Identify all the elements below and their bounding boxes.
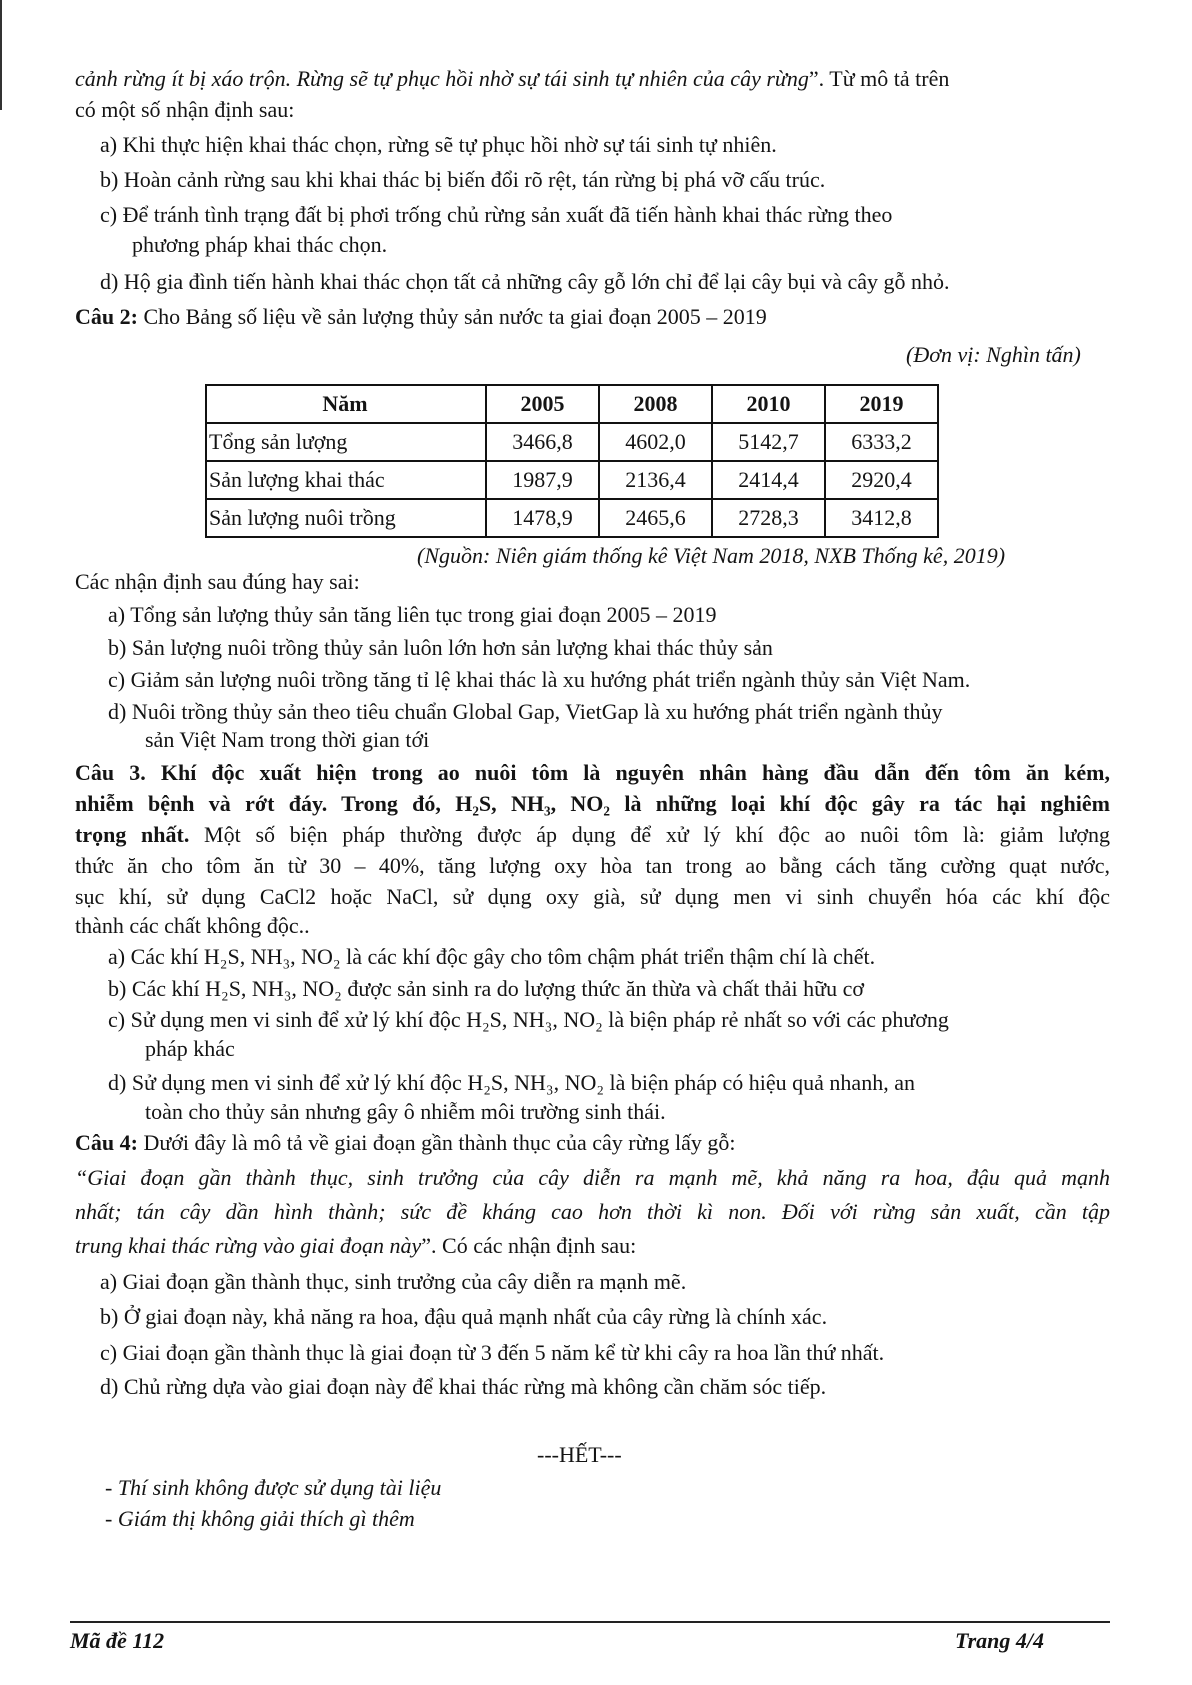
q1-intro-line1 — [75, 64, 949, 94]
q4-prompt — [75, 1128, 735, 1158]
table-row — [206, 461, 938, 499]
table-cell: 1478,9 — [486, 499, 599, 537]
table-cell: 2728,3 — [712, 499, 825, 537]
table-cell: Sản lượng nuôi trồng — [206, 499, 486, 537]
table-cell: Sản lượng khai thác — [206, 461, 486, 499]
q2-option-b: b) Sản lượng nuôi trồng thủy sản luôn lớn hơn sản lượng khai thác thủy sản — [108, 635, 773, 660]
q3-prompt-line4: thức ăn cho tôm ăn từ 30 – 40%, tăng lượng oxy hòa tan trong ao bằng cách tăng cường quạt nước, — [75, 853, 1110, 878]
q3-option-d-cont: toàn cho thủy sản nhưng gây ô nhiễm môi trường sinh thái. — [145, 1099, 666, 1124]
q1-option-d: d) Hộ gia đình tiến hành khai thác chọn tất cả những cây gỗ lớn chỉ để lại cây bụi và cây gỗ nhỏ. — [100, 269, 950, 294]
q3-option-c: c) Sử dụng men vi sinh để xử lý khí độc H₂S, NH₃, NO₂ là biện pháp rẻ nhất so với các phương — [108, 1007, 949, 1032]
q4-quote-line1: “Giai đoạn gần thành thục, sinh trưởng của cây diễn ra mạnh mẽ, khả năng ra hoa, đậu quả mạnh — [75, 1165, 1110, 1190]
q4-quote-tail: ”. Có các nhận định sau: — [421, 1233, 637, 1258]
q4-option-c: c) Giai đoạn gần thành thục là giai đoạn từ 3 đến 5 năm kể từ khi cây ra hoa lần thứ nhất. — [100, 1340, 885, 1365]
table-cell: 1987,9 — [486, 461, 599, 499]
q2-option-d-cont: sản Việt Nam trong thời gian tới — [145, 727, 430, 752]
q3-prompt-bold: trọng nhất. — [75, 822, 190, 847]
table-cell: 2136,4 — [599, 461, 712, 499]
q3-option-c-cont: pháp khác — [145, 1036, 235, 1061]
fishery-output-table — [205, 384, 939, 538]
page-number: Trang 4/4 — [955, 1628, 1045, 1653]
q3-prompt-line6: thành các chất không độc.. — [75, 913, 310, 938]
q4-quote-line2: nhất; tán cây dần hình thành; sức đề kháng cao hơn thời kì non. Đối với rừng sản xuất, cần tập — [75, 1199, 1110, 1224]
q1-option-c-cont: phương pháp khai thác chọn. — [132, 232, 388, 257]
exam-code: Mã đề 112 — [70, 1628, 165, 1653]
q1-intro-line2: có một số nhận định sau: — [75, 97, 295, 122]
q3-option-a: a) Các khí H₂S, NH₃, NO₂ là các khí độc gây cho tôm chậm phát triển thậm chí là chết. — [108, 944, 876, 969]
q4-prompt-text: Dưới đây là mô tả về giai đoạn gần thành thục của cây rừng lấy gỗ: — [137, 1130, 736, 1155]
table-cell: 4602,0 — [599, 423, 712, 461]
table-cell: 2465,6 — [599, 499, 712, 537]
q4-option-a: a) Giai đoạn gần thành thục, sinh trưởng của cây diễn ra mạnh mẽ. — [100, 1269, 687, 1294]
table-cell: 2414,4 — [712, 461, 825, 499]
end-marker: ---HẾT--- — [537, 1442, 622, 1467]
q2-option-c: c) Giảm sản lượng nuôi trồng tăng tỉ lệ khai thác là xu hướng phát triển ngành thủy sản Việt Nam. — [108, 667, 971, 692]
page-edge-mark — [0, 0, 2, 110]
q4-option-d: d) Chủ rừng dựa vào giai đoạn này để khai thác rừng mà không cần chăm sóc tiếp. — [100, 1374, 827, 1399]
table-cell: 6333,2 — [825, 423, 938, 461]
table-row — [206, 499, 938, 537]
table-cell: 5142,7 — [712, 423, 825, 461]
q3-prompt-line3 — [75, 820, 1110, 850]
q1-quote-text: cảnh rừng ít bị xáo trộn. Rừng sẽ tự phục hồi nhờ sự tái sinh tự nhiên của cây rừng — [75, 66, 809, 91]
table-header-cell: 2019 — [825, 385, 938, 423]
q3-prompt-rest: Một số biện pháp thường được áp dụng để xử lý khí độc ao nuôi tôm là: giảm lượng — [189, 822, 1111, 847]
table-header-cell: 2008 — [599, 385, 712, 423]
table-cell: 2920,4 — [825, 461, 938, 499]
q3-prompt-line5: sục khí, sử dụng CaCl2 hoặc NaCl, sử dụng oxy già, sử dụng men vi sinh chuyển hóa các khí độc — [75, 884, 1110, 909]
q3-prompt-line2: nhiễm bệnh và rớt đáy. Trong đó, H₂S, NH₃, NO₂ là những loại khí độc gây ra tác hại nghiêm — [75, 791, 1110, 816]
table-row — [206, 423, 938, 461]
q1-option-a: a) Khi thực hiện khai thác chọn, rừng sẽ tự phục hồi nhờ sự tái sinh tự nhiên. — [100, 132, 777, 157]
q3-option-b: b) Các khí H₂S, NH₃, NO₂ được sản sinh ra do lượng thức ăn thừa và chất thải hữu cơ — [108, 976, 864, 1001]
table-header-cell: 2010 — [712, 385, 825, 423]
q1-quote-tail: ”. Từ mô tả trên — [808, 66, 950, 91]
q2-label: Câu 2: — [75, 304, 138, 329]
q1-option-b: b) Hoàn cảnh rừng sau khi khai thác bị biến đổi rõ rệt, tán rừng bị phá vỡ cấu trúc. — [100, 167, 826, 192]
q4-label: Câu 4: — [75, 1130, 138, 1155]
note-item: - Giám thị không giải thích gì thêm — [105, 1506, 415, 1531]
q2-option-a: a) Tổng sản lượng thủy sản tăng liên tục trong giai đoạn 2005 – 2019 — [108, 602, 717, 627]
q2-option-d: d) Nuôi trồng thủy sản theo tiêu chuẩn Global Gap, VietGap là xu hướng phát triển ngành thủy — [108, 699, 943, 724]
q2-prompt — [75, 302, 767, 332]
table-header-cell: Năm — [206, 385, 486, 423]
note-item: - Thí sinh không được sử dụng tài liệu — [105, 1475, 442, 1500]
q2-source: (Nguồn: Niên giám thống kê Việt Nam 2018, NXB Thống kê, 2019) — [417, 543, 1006, 568]
q4-quote-line3 — [75, 1231, 636, 1261]
table-cell: 3412,8 — [825, 499, 938, 537]
table-header-cell: 2005 — [486, 385, 599, 423]
q1-option-c: c) Để tránh tình trạng đất bị phơi trống chủ rừng sản xuất đã tiến hành khai thác rừng theo — [100, 202, 893, 227]
q3-prompt-line1: Câu 3. Khí độc xuất hiện trong ao nuôi tôm là nguyên nhân hàng đầu dẫn đến tôm ăn kém, — [75, 760, 1110, 785]
q4-quote-text: trung khai thác rừng vào giai đoạn này — [75, 1233, 422, 1258]
q2-ask: Các nhận định sau đúng hay sai: — [75, 569, 360, 594]
table-header-row — [206, 385, 938, 423]
q2-unit: (Đơn vị: Nghìn tấn) — [906, 342, 1081, 367]
footer-rule — [70, 1621, 1110, 1623]
table-cell: 3466,8 — [486, 423, 599, 461]
q3-option-d: d) Sử dụng men vi sinh để xử lý khí độc H₂S, NH₃, NO₂ là biện pháp có hiệu quả nhanh, an — [108, 1070, 915, 1095]
q4-option-b: b) Ở giai đoạn này, khả năng ra hoa, đậu quả mạnh nhất của cây rừng là chính xác. — [100, 1304, 828, 1329]
table-cell: Tổng sản lượng — [206, 423, 486, 461]
q2-prompt-text: Cho Bảng số liệu về sản lượng thủy sản nước ta giai đoạn 2005 – 2019 — [137, 304, 767, 329]
